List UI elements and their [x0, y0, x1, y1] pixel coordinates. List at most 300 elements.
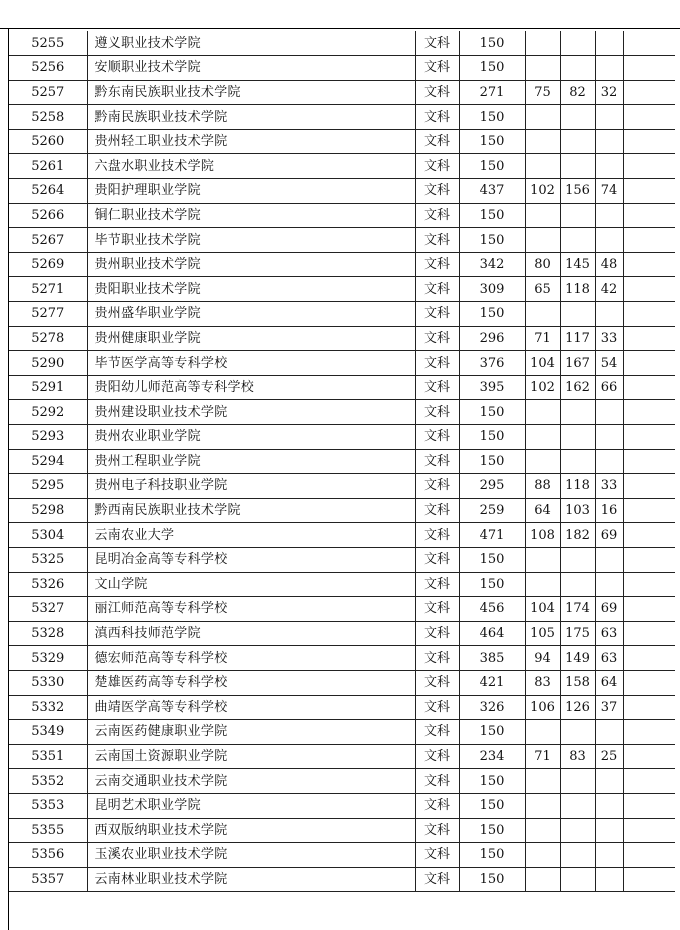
value-3-cell — [595, 31, 623, 56]
school-name-cell: 贵阳护理职业学院 — [87, 179, 415, 204]
school-code-cell: 5325 — [9, 547, 87, 572]
value-3-cell — [595, 769, 623, 794]
value-2-cell — [560, 818, 595, 843]
value-1-cell — [525, 843, 560, 868]
value-2-cell — [560, 720, 595, 745]
table-row — [9, 252, 675, 277]
empty-cell — [623, 56, 675, 81]
empty-cell — [623, 351, 675, 376]
value-3-cell: 69 — [595, 597, 623, 622]
empty-cell — [623, 793, 675, 818]
value-3-cell — [595, 720, 623, 745]
school-code-cell: 5271 — [9, 277, 87, 302]
plan-count-cell: 150 — [459, 425, 525, 450]
value-1-cell — [525, 302, 560, 327]
table-row — [9, 326, 675, 351]
table-row — [9, 154, 675, 179]
plan-count-cell: 471 — [459, 523, 525, 548]
value-3-cell — [595, 867, 623, 892]
subject-cell: 文科 — [415, 105, 459, 130]
value-3-cell — [595, 843, 623, 868]
empty-cell — [623, 621, 675, 646]
value-3-cell: 48 — [595, 252, 623, 277]
table-row — [9, 547, 675, 572]
school-code-cell: 5352 — [9, 769, 87, 794]
value-2-cell: 174 — [560, 597, 595, 622]
value-3-cell — [595, 572, 623, 597]
value-3-cell — [595, 203, 623, 228]
value-1-cell — [525, 154, 560, 179]
subject-cell: 文科 — [415, 228, 459, 253]
school-code-cell: 5258 — [9, 105, 87, 130]
school-code-cell: 5260 — [9, 129, 87, 154]
table-row — [9, 793, 675, 818]
plan-count-cell: 295 — [459, 474, 525, 499]
plan-count-cell: 150 — [459, 720, 525, 745]
value-2-cell — [560, 400, 595, 425]
plan-count-cell: 456 — [459, 597, 525, 622]
school-code-cell: 5351 — [9, 744, 87, 769]
table-body — [9, 31, 675, 892]
value-2-cell — [560, 203, 595, 228]
value-1-cell: 64 — [525, 498, 560, 523]
empty-cell — [623, 179, 675, 204]
school-code-cell: 5332 — [9, 695, 87, 720]
value-1-cell — [525, 793, 560, 818]
plan-count-cell: 150 — [459, 769, 525, 794]
school-code-cell: 5277 — [9, 302, 87, 327]
school-code-cell: 5278 — [9, 326, 87, 351]
subject-cell: 文科 — [415, 867, 459, 892]
plan-count-cell: 150 — [459, 31, 525, 56]
table-row — [9, 277, 675, 302]
plan-count-cell: 150 — [459, 228, 525, 253]
empty-cell — [623, 670, 675, 695]
value-2-cell — [560, 769, 595, 794]
subject-cell: 文科 — [415, 744, 459, 769]
table-row — [9, 621, 675, 646]
table-row — [9, 720, 675, 745]
school-name-cell: 昆明艺术职业学院 — [87, 793, 415, 818]
empty-cell — [623, 425, 675, 450]
value-1-cell: 106 — [525, 695, 560, 720]
table-row — [9, 523, 675, 548]
school-code-cell: 5292 — [9, 400, 87, 425]
value-1-cell: 108 — [525, 523, 560, 548]
subject-cell: 文科 — [415, 621, 459, 646]
table-row — [9, 597, 675, 622]
value-2-cell — [560, 572, 595, 597]
school-code-cell: 5269 — [9, 252, 87, 277]
table-row — [9, 302, 675, 327]
table-row — [9, 56, 675, 81]
subject-cell: 文科 — [415, 695, 459, 720]
plan-count-cell: 385 — [459, 646, 525, 671]
school-code-cell: 5353 — [9, 793, 87, 818]
school-name-cell: 黔南民族职业技术学院 — [87, 105, 415, 130]
plan-count-cell: 464 — [459, 621, 525, 646]
value-3-cell: 33 — [595, 326, 623, 351]
empty-cell — [623, 203, 675, 228]
plan-count-cell: 259 — [459, 498, 525, 523]
table-row — [9, 769, 675, 794]
empty-cell — [623, 31, 675, 56]
value-1-cell — [525, 818, 560, 843]
value-3-cell: 33 — [595, 474, 623, 499]
table-row — [9, 105, 675, 130]
school-code-cell: 5298 — [9, 498, 87, 523]
table-row — [9, 375, 675, 400]
school-name-cell: 丽江师范高等专科学校 — [87, 597, 415, 622]
value-2-cell — [560, 547, 595, 572]
value-3-cell: 54 — [595, 351, 623, 376]
table-row — [9, 843, 675, 868]
value-2-cell: 117 — [560, 326, 595, 351]
value-2-cell — [560, 154, 595, 179]
school-code-cell: 5267 — [9, 228, 87, 253]
school-name-cell: 楚雄医药高等专科学校 — [87, 670, 415, 695]
value-1-cell — [525, 425, 560, 450]
value-1-cell: 104 — [525, 351, 560, 376]
value-1-cell — [525, 56, 560, 81]
value-2-cell — [560, 867, 595, 892]
value-3-cell: 69 — [595, 523, 623, 548]
empty-cell — [623, 843, 675, 868]
value-1-cell — [525, 228, 560, 253]
plan-count-cell: 150 — [459, 793, 525, 818]
school-code-cell: 5290 — [9, 351, 87, 376]
value-2-cell: 149 — [560, 646, 595, 671]
subject-cell: 文科 — [415, 646, 459, 671]
school-code-cell: 5261 — [9, 154, 87, 179]
school-code-cell: 5326 — [9, 572, 87, 597]
school-code-cell: 5266 — [9, 203, 87, 228]
value-1-cell — [525, 769, 560, 794]
school-name-cell: 贵阳职业技术学院 — [87, 277, 415, 302]
table-row — [9, 31, 675, 56]
school-name-cell: 贵州盛华职业学院 — [87, 302, 415, 327]
empty-cell — [623, 375, 675, 400]
value-3-cell: 16 — [595, 498, 623, 523]
empty-cell — [623, 228, 675, 253]
school-name-cell: 玉溪农业职业技术学院 — [87, 843, 415, 868]
subject-cell: 文科 — [415, 449, 459, 474]
school-name-cell: 昆明冶金高等专科学校 — [87, 547, 415, 572]
school-name-cell: 滇西科技师范学院 — [87, 621, 415, 646]
value-1-cell: 80 — [525, 252, 560, 277]
empty-cell — [623, 129, 675, 154]
plan-count-cell: 342 — [459, 252, 525, 277]
plan-count-cell: 150 — [459, 203, 525, 228]
empty-cell — [623, 547, 675, 572]
subject-cell: 文科 — [415, 547, 459, 572]
value-1-cell: 105 — [525, 621, 560, 646]
table-row — [9, 228, 675, 253]
table-row — [9, 670, 675, 695]
value-1-cell: 75 — [525, 80, 560, 105]
plan-count-cell: 309 — [459, 277, 525, 302]
school-code-cell: 5294 — [9, 449, 87, 474]
value-3-cell — [595, 547, 623, 572]
value-1-cell — [525, 449, 560, 474]
school-code-cell: 5328 — [9, 621, 87, 646]
plan-count-cell: 150 — [459, 56, 525, 81]
subject-cell: 文科 — [415, 80, 459, 105]
subject-cell: 文科 — [415, 572, 459, 597]
empty-cell — [623, 646, 675, 671]
table-row — [9, 646, 675, 671]
school-code-cell: 5349 — [9, 720, 87, 745]
plan-count-cell: 150 — [459, 154, 525, 179]
empty-cell — [623, 597, 675, 622]
table-row — [9, 498, 675, 523]
value-3-cell: 37 — [595, 695, 623, 720]
school-name-cell: 贵州农业职业学院 — [87, 425, 415, 450]
value-1-cell: 71 — [525, 326, 560, 351]
table-row — [9, 351, 675, 376]
value-2-cell: 118 — [560, 277, 595, 302]
school-name-cell: 黔东南民族职业技术学院 — [87, 80, 415, 105]
plan-count-cell: 150 — [459, 400, 525, 425]
school-code-cell: 5293 — [9, 425, 87, 450]
plan-count-cell: 150 — [459, 867, 525, 892]
value-3-cell — [595, 228, 623, 253]
value-1-cell — [525, 203, 560, 228]
school-name-cell: 遵义职业技术学院 — [87, 31, 415, 56]
school-name-cell: 云南农业大学 — [87, 523, 415, 548]
school-code-cell: 5295 — [9, 474, 87, 499]
plan-count-cell: 395 — [459, 375, 525, 400]
table-row — [9, 425, 675, 450]
value-3-cell: 63 — [595, 646, 623, 671]
empty-cell — [623, 400, 675, 425]
school-name-cell: 贵州工程职业学院 — [87, 449, 415, 474]
value-2-cell: 182 — [560, 523, 595, 548]
empty-cell — [623, 498, 675, 523]
table-row — [9, 867, 675, 892]
school-name-cell: 贵州电子科技职业学院 — [87, 474, 415, 499]
plan-count-cell: 150 — [459, 818, 525, 843]
value-2-cell — [560, 105, 595, 130]
subject-cell: 文科 — [415, 769, 459, 794]
school-code-cell: 5355 — [9, 818, 87, 843]
subject-cell: 文科 — [415, 400, 459, 425]
subject-cell: 文科 — [415, 793, 459, 818]
school-name-cell: 云南国土资源职业学院 — [87, 744, 415, 769]
value-2-cell — [560, 449, 595, 474]
plan-count-cell: 150 — [459, 105, 525, 130]
table-row — [9, 80, 675, 105]
empty-cell — [623, 302, 675, 327]
value-2-cell: 83 — [560, 744, 595, 769]
table-row — [9, 744, 675, 769]
subject-cell: 文科 — [415, 375, 459, 400]
subject-cell: 文科 — [415, 302, 459, 327]
value-1-cell — [525, 867, 560, 892]
value-1-cell: 94 — [525, 646, 560, 671]
subject-cell: 文科 — [415, 326, 459, 351]
school-code-cell: 5256 — [9, 56, 87, 81]
subject-cell: 文科 — [415, 474, 459, 499]
value-2-cell — [560, 793, 595, 818]
table-row — [9, 129, 675, 154]
value-1-cell — [525, 547, 560, 572]
plan-count-cell: 421 — [459, 670, 525, 695]
school-name-cell: 贵阳幼儿师范高等专科学校 — [87, 375, 415, 400]
value-2-cell: 167 — [560, 351, 595, 376]
plan-count-cell: 150 — [459, 547, 525, 572]
school-name-cell: 贵州职业技术学院 — [87, 252, 415, 277]
table-row — [9, 449, 675, 474]
value-2-cell — [560, 843, 595, 868]
school-code-cell: 5291 — [9, 375, 87, 400]
value-1-cell — [525, 31, 560, 56]
empty-cell — [623, 326, 675, 351]
subject-cell: 文科 — [415, 277, 459, 302]
subject-cell: 文科 — [415, 498, 459, 523]
value-2-cell: 162 — [560, 375, 595, 400]
subject-cell: 文科 — [415, 425, 459, 450]
empty-cell — [623, 720, 675, 745]
plan-count-cell: 150 — [459, 449, 525, 474]
subject-cell: 文科 — [415, 203, 459, 228]
value-2-cell — [560, 228, 595, 253]
plan-count-cell: 326 — [459, 695, 525, 720]
plan-count-cell: 296 — [459, 326, 525, 351]
subject-cell: 文科 — [415, 31, 459, 56]
value-1-cell: 83 — [525, 670, 560, 695]
value-2-cell: 158 — [560, 670, 595, 695]
value-3-cell — [595, 105, 623, 130]
top-rule — [0, 28, 680, 29]
value-3-cell: 64 — [595, 670, 623, 695]
plan-count-cell: 437 — [459, 179, 525, 204]
value-3-cell — [595, 154, 623, 179]
value-2-cell: 156 — [560, 179, 595, 204]
value-3-cell — [595, 400, 623, 425]
school-name-cell: 西双版纳职业技术学院 — [87, 818, 415, 843]
value-1-cell: 71 — [525, 744, 560, 769]
empty-cell — [623, 769, 675, 794]
value-3-cell — [595, 302, 623, 327]
plan-count-cell: 150 — [459, 572, 525, 597]
school-name-cell: 德宏师范高等专科学校 — [87, 646, 415, 671]
school-name-cell: 贵州健康职业学院 — [87, 326, 415, 351]
school-name-cell: 毕节医学高等专科学校 — [87, 351, 415, 376]
plan-count-cell: 150 — [459, 302, 525, 327]
school-code-cell: 5257 — [9, 80, 87, 105]
table-row — [9, 818, 675, 843]
value-3-cell — [595, 129, 623, 154]
school-code-cell: 5327 — [9, 597, 87, 622]
subject-cell: 文科 — [415, 154, 459, 179]
school-name-cell: 毕节职业技术学院 — [87, 228, 415, 253]
empty-cell — [623, 154, 675, 179]
empty-cell — [623, 572, 675, 597]
plan-count-cell: 150 — [459, 129, 525, 154]
subject-cell: 文科 — [415, 843, 459, 868]
empty-cell — [623, 744, 675, 769]
value-1-cell — [525, 400, 560, 425]
value-2-cell: 175 — [560, 621, 595, 646]
value-2-cell: 103 — [560, 498, 595, 523]
value-3-cell: 63 — [595, 621, 623, 646]
empty-cell — [623, 818, 675, 843]
school-name-cell: 黔西南民族职业技术学院 — [87, 498, 415, 523]
school-name-cell: 云南林业职业技术学院 — [87, 867, 415, 892]
plan-count-cell: 271 — [459, 80, 525, 105]
table-row — [9, 179, 675, 204]
empty-cell — [623, 474, 675, 499]
value-2-cell — [560, 56, 595, 81]
school-code-cell: 5357 — [9, 867, 87, 892]
subject-cell: 文科 — [415, 597, 459, 622]
value-1-cell — [525, 129, 560, 154]
empty-cell — [623, 277, 675, 302]
table-row — [9, 572, 675, 597]
value-2-cell: 82 — [560, 80, 595, 105]
school-name-cell: 云南交通职业技术学院 — [87, 769, 415, 794]
value-2-cell — [560, 425, 595, 450]
admission-table — [9, 31, 675, 892]
school-name-cell: 贵州建设职业技术学院 — [87, 400, 415, 425]
value-3-cell: 25 — [595, 744, 623, 769]
empty-cell — [623, 105, 675, 130]
school-name-cell: 曲靖医学高等专科学校 — [87, 695, 415, 720]
school-code-cell: 5264 — [9, 179, 87, 204]
table-row — [9, 474, 675, 499]
school-name-cell: 六盘水职业技术学院 — [87, 154, 415, 179]
value-1-cell — [525, 105, 560, 130]
subject-cell: 文科 — [415, 523, 459, 548]
plan-count-cell: 234 — [459, 744, 525, 769]
value-1-cell — [525, 572, 560, 597]
value-2-cell: 145 — [560, 252, 595, 277]
plan-count-cell: 150 — [459, 843, 525, 868]
school-code-cell: 5330 — [9, 670, 87, 695]
school-code-cell: 5356 — [9, 843, 87, 868]
empty-cell — [623, 523, 675, 548]
value-1-cell — [525, 720, 560, 745]
value-2-cell — [560, 31, 595, 56]
subject-cell: 文科 — [415, 818, 459, 843]
subject-cell: 文科 — [415, 56, 459, 81]
school-code-cell: 5329 — [9, 646, 87, 671]
empty-cell — [623, 252, 675, 277]
value-1-cell: 104 — [525, 597, 560, 622]
plan-count-cell: 376 — [459, 351, 525, 376]
empty-cell — [623, 449, 675, 474]
subject-cell: 文科 — [415, 179, 459, 204]
value-3-cell: 74 — [595, 179, 623, 204]
value-2-cell — [560, 129, 595, 154]
table-row — [9, 400, 675, 425]
value-3-cell: 32 — [595, 80, 623, 105]
school-name-cell: 铜仁职业技术学院 — [87, 203, 415, 228]
subject-cell: 文科 — [415, 351, 459, 376]
empty-cell — [623, 80, 675, 105]
table-row — [9, 203, 675, 228]
school-name-cell: 云南医药健康职业学院 — [87, 720, 415, 745]
school-name-cell: 文山学院 — [87, 572, 415, 597]
value-3-cell — [595, 818, 623, 843]
empty-cell — [623, 695, 675, 720]
table-row — [9, 695, 675, 720]
value-1-cell: 65 — [525, 277, 560, 302]
value-3-cell: 66 — [595, 375, 623, 400]
value-3-cell — [595, 425, 623, 450]
value-1-cell: 102 — [525, 179, 560, 204]
